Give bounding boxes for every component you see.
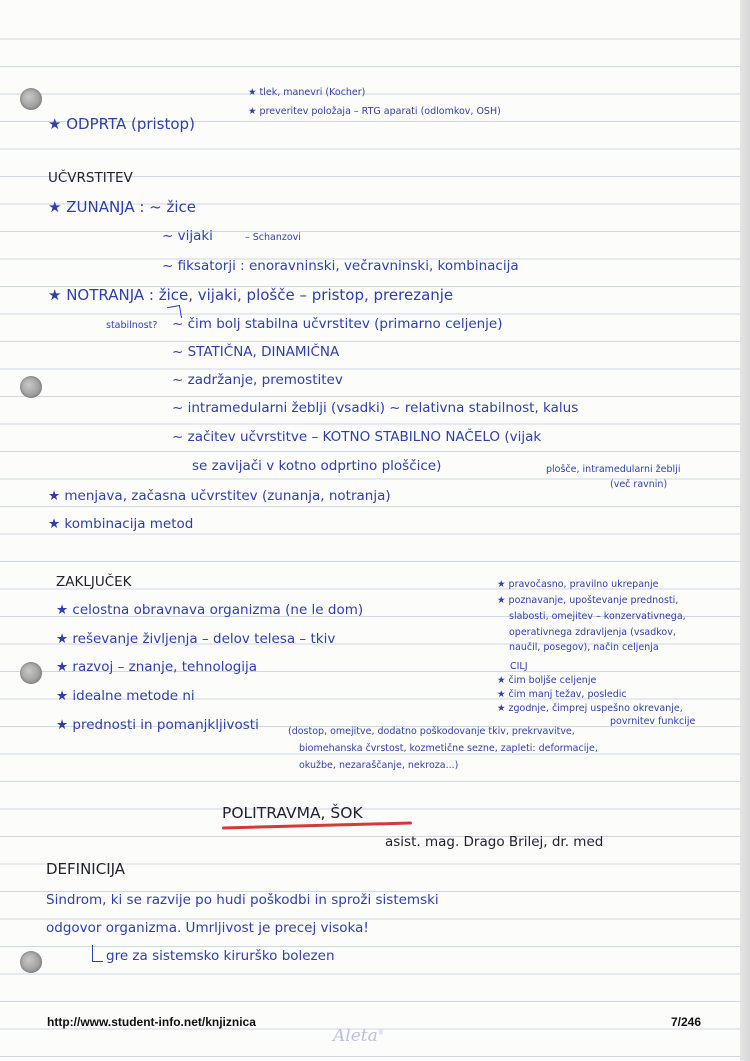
page-number: 7/246 bbox=[671, 1015, 702, 1029]
punch-hole-1 bbox=[20, 88, 42, 110]
heading-zakljucek: ZAKLJUČEK bbox=[56, 574, 132, 590]
note-right-2: ★ poznavanje, upoštevanje prednosti, bbox=[497, 595, 679, 606]
note-odprta: ★ ODPRTA (pristop) bbox=[48, 115, 195, 133]
arrow-down-right-icon bbox=[92, 945, 103, 962]
note-def-1: Sindrom, ki se razvije po hudi poškodbi in sproži sistemski bbox=[46, 892, 439, 908]
note-cim-bolj: ~ čim bolj stabilna učvrstitev (primarno celjenje) bbox=[172, 316, 503, 332]
note-right-7: ★ čim manj težav, posledic bbox=[497, 689, 627, 700]
note-zadrzanje: ~ zadržanje, premostitev bbox=[172, 372, 343, 388]
note-vijaki: ~ vijaki bbox=[162, 228, 213, 244]
note-prednosti-detail-1: (dostop, omejitve, dodatno poškodovanje tkiv, prekrvavitve, bbox=[288, 726, 575, 737]
note-prednosti-detail-3: okužbe, nezaraščanje, nekroza...) bbox=[299, 760, 459, 771]
note-notranja: ★ NOTRANJA : žice, vijaki, plošče – pristop, prerezanje bbox=[48, 286, 454, 304]
note-def-2: odgovor organizma. Umrljivost je precej visoka! bbox=[46, 920, 369, 936]
note-resevanje: ★ reševanje življenja – delov telesa – tkiv bbox=[56, 631, 336, 647]
note-right-1: ★ pravočasno, pravilno ukrepanje bbox=[497, 579, 659, 590]
note-top-right-1: ★ tlek, manevri (Kocher) bbox=[248, 87, 366, 98]
note-right-3: slabosti, omejitev – konzervativnega, bbox=[509, 611, 686, 622]
note-right-4: operativnega zdravljenja (vsadkov, bbox=[509, 627, 676, 638]
note-right-8: ★ zgodnje, čimprej uspešno okrevanje, bbox=[497, 703, 683, 714]
note-idealne: ★ idealne metode ni bbox=[56, 688, 195, 704]
note-right-6: ★ čim boljše celjenje bbox=[497, 675, 597, 686]
heading-ucvrstitev: UČVRSTITEV bbox=[48, 170, 133, 186]
note-menjava: ★ menjava, začasna učvrstitev (zunanja, notranja) bbox=[48, 488, 391, 504]
note-right-5: naučil, posegov), način celjenja bbox=[509, 642, 659, 653]
note-intramedularni: ~ intramedularni žeblji (vsadki) ~ relativna stabilnost, kalus bbox=[172, 400, 579, 416]
note-celostna: ★ celostna obravnava organizma (ne le dom) bbox=[56, 602, 364, 618]
note-fiksatorji: ~ fiksatorji : enoravninski, večravninski, kombinacija bbox=[162, 258, 519, 274]
note-se-zavijaci: se zavijači v kotno odprtino ploščice) bbox=[192, 458, 442, 474]
brand-logo bbox=[333, 1026, 384, 1046]
note-vec-ravnin: (več ravnin) bbox=[610, 479, 668, 490]
heading-definicija: DEFINICIJA bbox=[46, 860, 126, 878]
note-prednosti: ★ prednosti in pomanjkljivosti bbox=[56, 717, 259, 733]
note-top-right-2: ★ preveritev položaja – RTG aparati (odlomkov, OSH) bbox=[248, 106, 501, 117]
note-zacitev: ~ začitev učvrstitve – KOTNO STABILNO NAČELO (vijak bbox=[172, 429, 542, 445]
title-underline bbox=[222, 822, 412, 830]
section-title-politravma: POLITRAVMA, ŠOK bbox=[222, 804, 363, 822]
note-staticna: ~ STATIČNA, DINAMIČNA bbox=[172, 344, 340, 360]
punch-hole-2 bbox=[20, 376, 42, 398]
note-schanzovi: – Schanzovi bbox=[245, 232, 301, 243]
punch-hole-3 bbox=[20, 662, 42, 684]
note-right-9: povrnitev funkcije bbox=[610, 716, 696, 727]
note-def-3: gre za sistemsko kirurško bolezen bbox=[106, 948, 335, 964]
punch-hole-4 bbox=[20, 951, 42, 973]
note-cilj: CILJ bbox=[510, 661, 528, 672]
note-plosce-side: plošče, intramedularni žeblji bbox=[546, 464, 681, 475]
note-razvoj: ★ razvoj – znanje, tehnologija bbox=[56, 659, 258, 675]
note-kombinacija: ★ kombinacija metod bbox=[48, 516, 194, 532]
footer-url: http://www.student-info.net/knjiznica bbox=[47, 1015, 256, 1029]
note-zunanja: ★ ZUNANJA : ~ žice bbox=[48, 198, 197, 216]
note-author: asist. mag. Drago Brilej, dr. med bbox=[385, 834, 604, 850]
brand-logo-mark: ® bbox=[377, 1029, 384, 1037]
note-prednosti-detail-2: biomehanska čvrstost, kozmetične sezne, zapleti: deformacije, bbox=[299, 743, 598, 754]
note-stabilnost: stabilnost? bbox=[106, 320, 158, 331]
brand-logo-text: Aleta bbox=[333, 1026, 378, 1046]
